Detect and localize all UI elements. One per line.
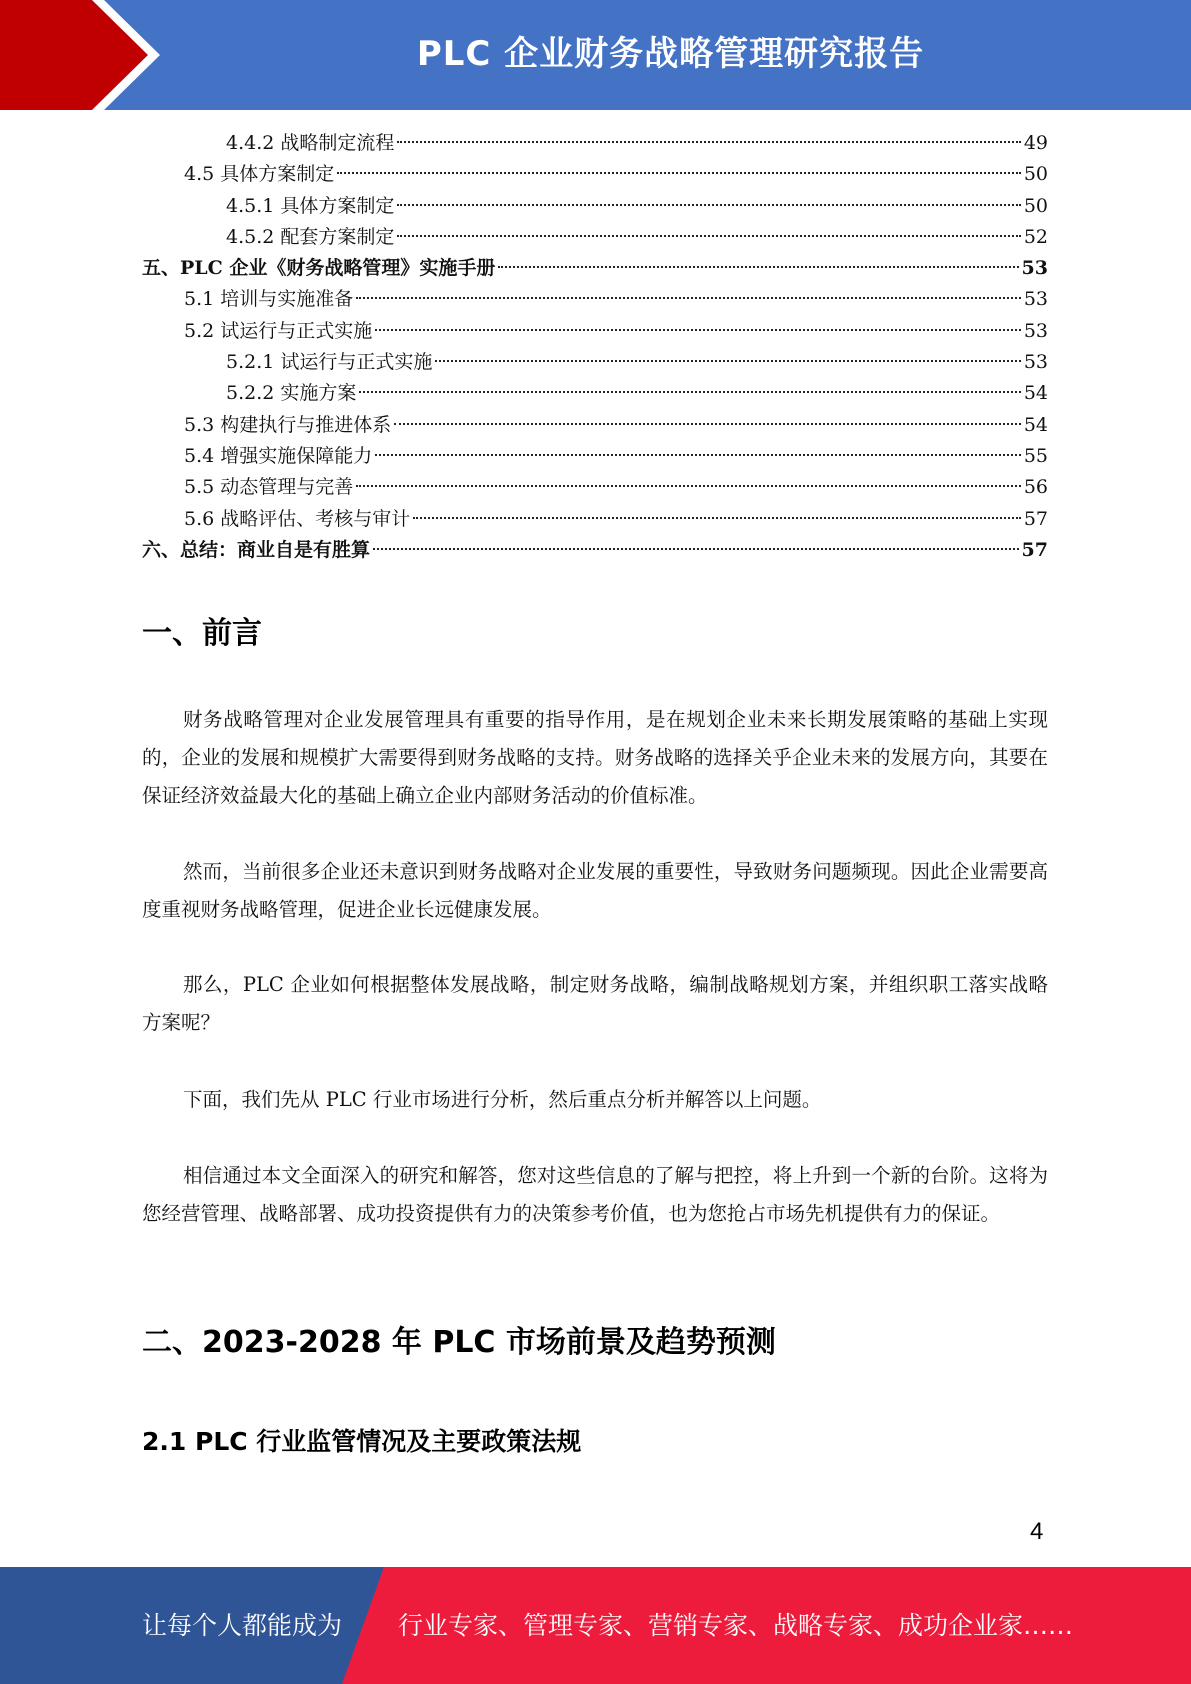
page-header (0, 0, 1191, 110)
toc-entry-page: 57 (1023, 507, 1048, 530)
toc-entry-page: 53 (1023, 288, 1048, 311)
toc-entry[interactable] (142, 128, 1048, 159)
toc-leader-dots (356, 297, 1021, 299)
footer-slogan-right: 行业专家、管理专家、营销专家、战略专家、成功企业家…… (398, 1611, 1074, 1640)
toc-entry-page: 49 (1023, 132, 1048, 154)
toc-entry-page: 53 (1023, 319, 1048, 342)
toc-entry-page: 54 (1023, 413, 1048, 436)
page-footer (0, 1567, 1191, 1684)
toc-entry-page: 50 (1023, 194, 1048, 217)
paragraph: 财务战略管理对企业发展管理具有重要的指导作用，是在规划企业未来长期发展策略的基础上实现的，企业的发展和规模扩大需要得到财务战略的支持。财务战略的选择关乎企业未来的发展方向，其要在保证经济效益最大化的基础上确立企业内部财务活动的价值标准。 (142, 708, 1048, 807)
toc-entry[interactable] (142, 504, 1048, 535)
table-of-contents (142, 128, 1048, 566)
section-heading-market: 二、2023-2028 年 PLC 市场前景及趋势预测 (142, 1325, 776, 1360)
toc-entry-label: 5.4 增强实施保障能力 (184, 444, 373, 467)
toc-entry-page: 56 (1023, 476, 1048, 499)
toc-entry-label: 4.5.2 配套方案制定 (226, 225, 395, 248)
toc-entry-label: 5.1 培训与实施准备 (184, 288, 354, 311)
toc-leader-dots (359, 391, 1020, 393)
section-heading-preface: 一、前言 (142, 616, 262, 651)
toc-leader-dots (397, 204, 1020, 206)
toc-entry-page: 53 (1021, 257, 1048, 280)
toc-leader-dots (337, 172, 1021, 174)
toc-entry-label: 5.3 构建执行与推进体系 (184, 413, 392, 436)
toc-entry[interactable] (142, 378, 1048, 409)
toc-leader-dots (435, 360, 1020, 362)
toc-entry[interactable] (142, 410, 1048, 441)
toc-entry[interactable] (142, 535, 1048, 566)
toc-entry[interactable] (142, 253, 1048, 284)
paragraph: 下面，我们先从 PLC 行业市场进行分析，然后重点分析并解答以上问题。 (183, 1088, 822, 1111)
toc-entry[interactable] (142, 472, 1048, 503)
toc-entry-label: 5.2.2 实施方案 (226, 382, 357, 405)
toc-entry[interactable] (142, 222, 1048, 253)
toc-entry-label: 六、总结：商业自是有胜算 (142, 538, 371, 561)
toc-leader-dots (373, 548, 1019, 550)
toc-entry-label: 5.6 战略评估、考核与审计 (184, 507, 411, 530)
toc-leader-dots (397, 235, 1020, 237)
toc-entry-page: 52 (1023, 225, 1048, 248)
paragraph: 相信通过本文全面深入的研究和解答，您对这些信息的了解与把控，将上升到一个新的台阶。这将为您经营管理、战略部署、成功投资提供有力的决策参考价值，也为您抢占市场先机提供有力的保证。 (142, 1164, 1048, 1225)
toc-leader-dots (356, 485, 1021, 487)
toc-leader-dots (375, 454, 1021, 456)
toc-entry-label: 五、PLC 企业《财务战略管理》实施手册 (142, 257, 496, 280)
toc-entry[interactable] (142, 316, 1048, 347)
paragraph: 然而，当前很多企业还未意识到财务战略对企业发展的重要性，导致财务问题频现。因此企业需要高度重视财务战略管理，促进企业长远健康发展。 (142, 860, 1048, 921)
paragraph: 那么，PLC 企业如何根据整体发展战略，制定财务战略，编制战略规划方案，并组织职工落实战略方案呢？ (142, 973, 1048, 1034)
toc-leader-dots (394, 423, 1021, 425)
toc-entry-label: 4.5.1 具体方案制定 (226, 194, 395, 217)
toc-entry-label: 5.2 试运行与正式实施 (184, 319, 373, 342)
toc-entry-page: 57 (1021, 538, 1048, 561)
report-title: PLC 企业财务战略管理研究报告 (416, 34, 925, 74)
toc-entry-label: 5.2.1 试运行与正式实施 (226, 351, 433, 374)
toc-entry-page: 55 (1023, 444, 1048, 467)
toc-entry-page: 50 (1023, 163, 1048, 186)
page-number: 4 (1030, 1518, 1044, 1545)
toc-entry[interactable] (142, 191, 1048, 222)
toc-entry-page: 53 (1023, 351, 1048, 374)
toc-entry-page: 54 (1023, 382, 1048, 405)
footer-slogan-left: 让每个人都能成为 (142, 1611, 343, 1640)
toc-leader-dots (413, 517, 1021, 519)
toc-entry-label: 5.5 动态管理与完善 (184, 476, 354, 499)
toc-entry[interactable] (142, 347, 1048, 378)
toc-entry[interactable] (142, 284, 1048, 315)
toc-entry[interactable] (142, 159, 1048, 190)
toc-entry-label: 4.4.2 战略制定流程 (226, 132, 395, 154)
toc-leader-dots (397, 141, 1020, 143)
toc-entry[interactable] (142, 441, 1048, 472)
toc-entry-label: 4.5 具体方案制定 (184, 163, 335, 186)
subsection-heading: 2.1 PLC 行业监管情况及主要政策法规 (142, 1427, 582, 1456)
toc-leader-dots (498, 266, 1018, 268)
toc-leader-dots (375, 329, 1021, 331)
